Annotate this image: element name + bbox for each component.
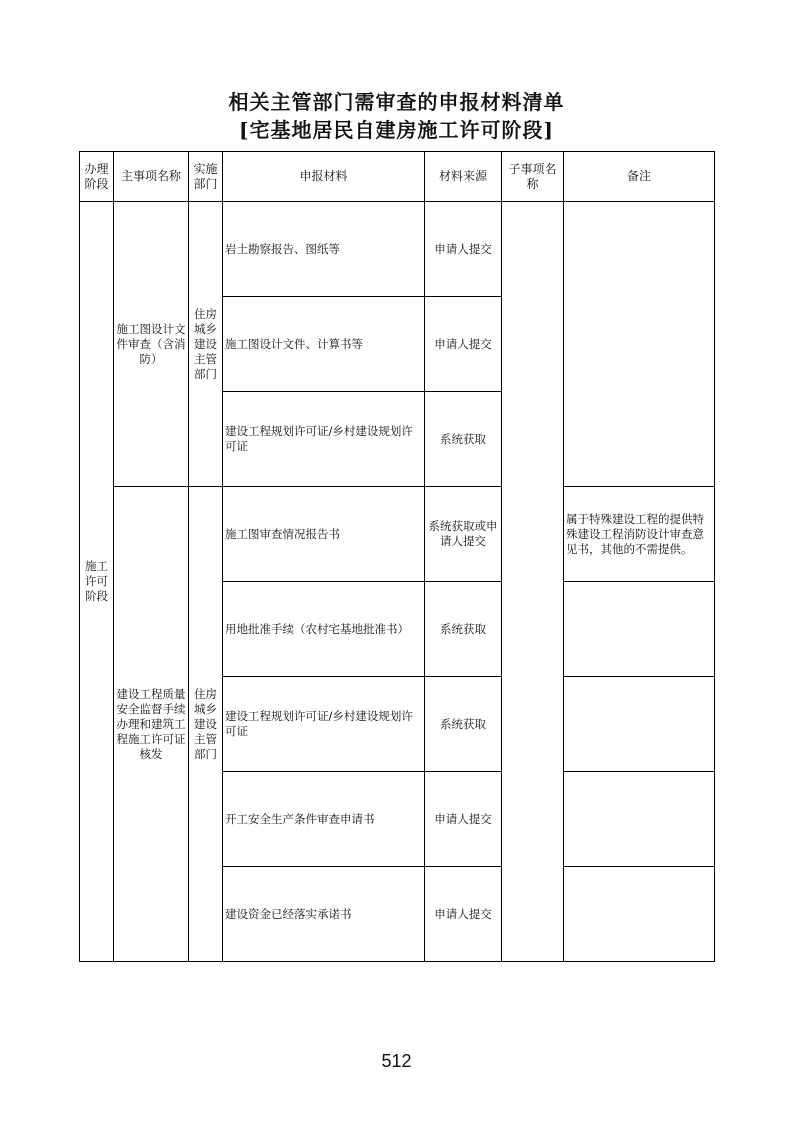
materials-table	[79, 151, 715, 962]
table-row	[80, 487, 715, 582]
remarks-cell	[564, 677, 715, 772]
header-main-item: 主事项名称	[114, 152, 189, 202]
stage-cell: 施工许可阶段	[80, 202, 114, 962]
header-department: 实施部门	[189, 152, 223, 202]
header-source: 材料来源	[425, 152, 502, 202]
main-item-cell: 施工图设计文件审查（含消防）	[114, 202, 189, 487]
source-cell: 系统获取	[425, 582, 502, 677]
material-cell: 用地批准手续（农村宅基地批准书）	[223, 582, 425, 677]
document-title: 相关主管部门需审查的申报材料清单	[228, 90, 565, 114]
remarks-cell	[564, 202, 715, 487]
header-remarks: 备注	[564, 152, 715, 202]
source-cell: 系统获取	[425, 677, 502, 772]
source-cell: 申请人提交	[425, 772, 502, 867]
source-cell: 系统获取	[425, 392, 502, 487]
material-cell: 建设工程规划许可证/乡村建设规划许可证	[223, 677, 425, 772]
source-cell: 申请人提交	[425, 297, 502, 392]
source-cell: 申请人提交	[425, 202, 502, 297]
page-number: 512	[381, 1051, 412, 1071]
material-cell: 建设资金已经落实承诺书	[223, 867, 425, 962]
material-cell: 岩土勘察报告、图纸等	[223, 202, 425, 297]
material-cell: 建设工程规划许可证/乡村建设规划许可证	[223, 392, 425, 487]
header-materials: 申报材料	[223, 152, 425, 202]
department-cell: 住房城乡建设主管部门	[189, 487, 223, 962]
remarks-cell	[564, 582, 715, 677]
table-header-row	[80, 152, 715, 202]
header-sub-item: 子事项名称	[502, 152, 564, 202]
remarks-cell	[564, 867, 715, 962]
material-cell: 施工图审查情况报告书	[223, 487, 425, 582]
document-subtitle: [宅基地居民自建房施工许可阶段]	[239, 118, 554, 142]
remarks-cell: 属于特殊建设工程的提供特殊建设工程消防设计审查意见书，其他的不需提供。	[564, 487, 715, 582]
main-item-cell: 建设工程质量安全监督手续办理和建筑工程施工许可证核发	[114, 487, 189, 962]
source-cell: 申请人提交	[425, 867, 502, 962]
table-row	[80, 202, 715, 297]
material-cell: 施工图设计文件、计算书等	[223, 297, 425, 392]
material-cell: 开工安全生产条件审查申请书	[223, 772, 425, 867]
remarks-cell	[564, 772, 715, 867]
source-cell: 系统获取或申请人提交	[425, 487, 502, 582]
header-stage: 办理阶段	[80, 152, 114, 202]
sub-item-cell	[502, 202, 564, 962]
department-cell: 住房城乡建设主管部门	[189, 202, 223, 487]
